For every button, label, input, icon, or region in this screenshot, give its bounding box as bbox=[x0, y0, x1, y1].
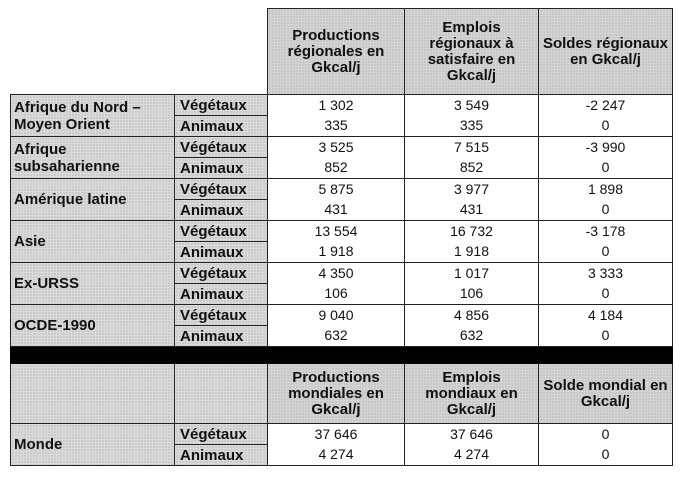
emploi-value: 852 bbox=[405, 158, 539, 179]
table-row bbox=[11, 137, 673, 158]
emploi-value: 3 549 bbox=[405, 95, 539, 116]
product-kind: Animaux bbox=[175, 326, 268, 347]
product-kind: Animaux bbox=[175, 116, 268, 137]
production-value: 4 350 bbox=[268, 263, 405, 284]
world-header-blank bbox=[175, 364, 268, 424]
solde-value: 3 333 bbox=[539, 263, 673, 284]
solde-value: 0 bbox=[539, 445, 673, 466]
food-balance-table bbox=[10, 8, 673, 466]
world-name: Monde bbox=[11, 424, 175, 466]
region-name: Amérique latine bbox=[11, 179, 175, 221]
production-value: 632 bbox=[268, 326, 405, 347]
table-row bbox=[11, 221, 673, 242]
production-value: 3 525 bbox=[268, 137, 405, 158]
product-kind: Végétaux bbox=[175, 263, 268, 284]
solde-value: -3 990 bbox=[539, 137, 673, 158]
production-value: 4 274 bbox=[268, 445, 405, 466]
production-value: 1 918 bbox=[268, 242, 405, 263]
solde-value: -2 247 bbox=[539, 95, 673, 116]
emploi-value: 16 732 bbox=[405, 221, 539, 242]
header-regional-productions: Productions régionales en Gkcal/j bbox=[268, 9, 405, 95]
production-value: 852 bbox=[268, 158, 405, 179]
production-value: 431 bbox=[268, 200, 405, 221]
solde-value: 0 bbox=[539, 326, 673, 347]
production-value: 37 646 bbox=[268, 424, 405, 445]
emploi-value: 632 bbox=[405, 326, 539, 347]
product-kind: Végétaux bbox=[175, 305, 268, 326]
emploi-value: 37 646 bbox=[405, 424, 539, 445]
emploi-value: 4 856 bbox=[405, 305, 539, 326]
product-kind: Animaux bbox=[175, 242, 268, 263]
product-kind: Végétaux bbox=[175, 95, 268, 116]
product-kind: Animaux bbox=[175, 200, 268, 221]
table-row bbox=[11, 95, 673, 116]
table-row bbox=[11, 263, 673, 284]
product-kind: Végétaux bbox=[175, 424, 268, 445]
solde-value: 0 bbox=[539, 284, 673, 305]
table-row bbox=[11, 305, 673, 326]
region-name: Afrique subsaharienne bbox=[11, 137, 175, 179]
black-separator bbox=[11, 347, 673, 364]
production-value: 106 bbox=[268, 284, 405, 305]
product-kind: Végétaux bbox=[175, 179, 268, 200]
production-value: 5 875 bbox=[268, 179, 405, 200]
emploi-value: 3 977 bbox=[405, 179, 539, 200]
production-value: 1 302 bbox=[268, 95, 405, 116]
emploi-value: 431 bbox=[405, 200, 539, 221]
table-row bbox=[11, 424, 673, 445]
header-world-emplois: Emplois mondiaux en Gkcal/j bbox=[405, 364, 539, 424]
solde-value: 1 898 bbox=[539, 179, 673, 200]
solde-value: 0 bbox=[539, 158, 673, 179]
header-regional-emplois: Emplois régionaux à satisfaire en Gkcal/j bbox=[405, 9, 539, 95]
solde-value: 0 bbox=[539, 424, 673, 445]
table-row bbox=[11, 179, 673, 200]
header-blank-cell bbox=[11, 9, 175, 95]
world-header-row bbox=[11, 364, 673, 424]
solde-value: 4 184 bbox=[539, 305, 673, 326]
header-regional-soldes: Soldes régionaux en Gkcal/j bbox=[539, 9, 673, 95]
emploi-value: 335 bbox=[405, 116, 539, 137]
product-kind: Animaux bbox=[175, 158, 268, 179]
product-kind: Animaux bbox=[175, 445, 268, 466]
separator-bar bbox=[11, 347, 673, 364]
emploi-value: 106 bbox=[405, 284, 539, 305]
solde-value: 0 bbox=[539, 116, 673, 137]
solde-value: 0 bbox=[539, 242, 673, 263]
emploi-value: 1 017 bbox=[405, 263, 539, 284]
region-name: Ex-URSS bbox=[11, 263, 175, 305]
emploi-value: 4 274 bbox=[405, 445, 539, 466]
header-world-solde: Solde mondial en Gkcal/j bbox=[539, 364, 673, 424]
world-header-blank bbox=[11, 364, 175, 424]
product-kind: Végétaux bbox=[175, 221, 268, 242]
production-value: 13 554 bbox=[268, 221, 405, 242]
regional-header-row bbox=[11, 9, 673, 95]
emploi-value: 1 918 bbox=[405, 242, 539, 263]
production-value: 335 bbox=[268, 116, 405, 137]
solde-value: -3 178 bbox=[539, 221, 673, 242]
emploi-value: 7 515 bbox=[405, 137, 539, 158]
region-name: Afrique du Nord – Moyen Orient bbox=[11, 95, 175, 137]
region-name: Asie bbox=[11, 221, 175, 263]
production-value: 9 040 bbox=[268, 305, 405, 326]
product-kind: Végétaux bbox=[175, 137, 268, 158]
food-balance-table-sheet bbox=[10, 8, 672, 478]
header-world-productions: Productions mondiales en Gkcal/j bbox=[268, 364, 405, 424]
header-blank-cell bbox=[175, 9, 268, 95]
solde-value: 0 bbox=[539, 200, 673, 221]
product-kind: Animaux bbox=[175, 284, 268, 305]
region-name: OCDE-1990 bbox=[11, 305, 175, 347]
